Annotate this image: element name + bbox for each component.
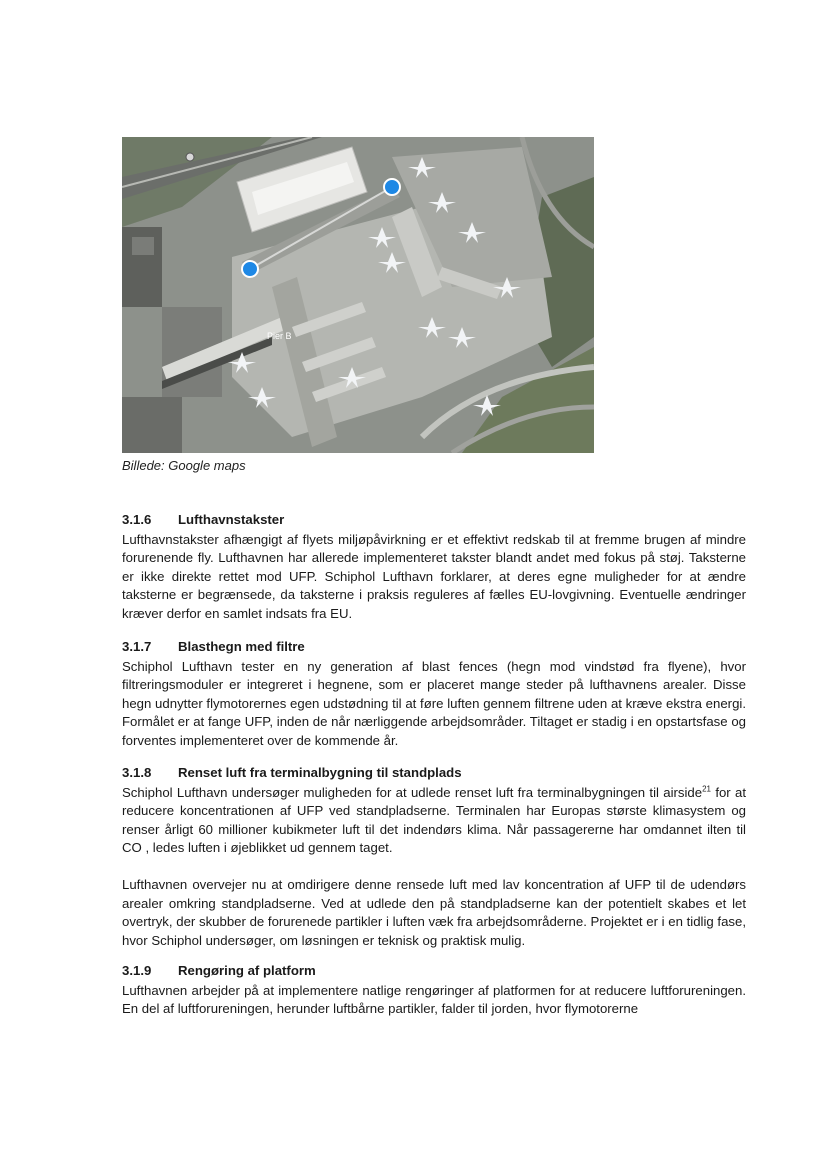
figure-caption: Billede: Google maps [122, 458, 246, 473]
footnote-ref[interactable]: 21 [702, 784, 712, 794]
paragraph: Lufthavnstakster afhængigt af flyets miljøpåvirkning er et effektivt redskab til at fremme brugen af mindre forurenende fly. Lufthavnen har allerede implementeret takster blandt andet med fokus på støj. Taksterne er ikke direkte rettet mod UFP. Schiphol Lufthavn forklarer, at deres egne muligheder for at ændre taksterne er begrænsede, da taksterne i praksis reguleres af fælles EU-lovgivning. Eventuelle ændringer kræver derfor en samlet indsats fra EU. [122, 531, 746, 621]
section-title: Rengøring af platform [178, 963, 316, 978]
paragraph: Schiphol Lufthavn tester en ny generation af blast fences (hegn mod vindstød fra flyene), hvor filtreringsmoduler er integreret i hegnene, som er placeret mange steder på lufthavnens arealer. Disse hegn udnytter flymotorernes egen udstødning til at føre luften gennem filtrene uden at kræve ekstra energi. Formålet er at fange UFP, inden de når nærliggende arbejdsområder. Tiltaget er stadig i en opstartsfase og forventes implementeret over de kommende år. [122, 658, 746, 748]
section-heading [122, 962, 746, 981]
section-number: 3.1.9 [122, 963, 152, 978]
section-title: Blasthegn med filtre [178, 639, 305, 654]
paragraph-continuation: for at reducere koncentrationen af UFP ved standpladserne. Terminalen har Europas største klimasystem og renser årligt 60 millioner kubikmeter luft til det indendørs klima. Når passagererne har omdannet ilten til CO , ledes luften i øjeblikket ud gennem taget. [122, 784, 746, 856]
route-start-marker[interactable] [242, 261, 258, 277]
route-end-marker[interactable] [384, 179, 400, 195]
section-3-1-6 [122, 511, 746, 624]
section-3-1-7 [122, 638, 746, 751]
section-number: 3.1.8 [122, 765, 152, 780]
paragraph-text: Schiphol Lufthavn undersøger muligheden for at udlede renset luft fra terminalbygningen til airside [122, 784, 703, 800]
section-number: 3.1.7 [122, 639, 152, 654]
map-pin-icon [186, 153, 194, 161]
section-title: Lufthavnstakster [178, 512, 285, 527]
pier-label: Pier B [267, 331, 292, 341]
section-number: 3.1.6 [122, 512, 152, 527]
section-heading [122, 511, 746, 530]
paragraph: Lufthavnen overvejer nu at omdirigere denne rensede luft med lav koncentration af UFP til de udendørs arealer omkring standpladserne. Ved at udlede den på standpladserne kan der potentielt skabes et let overtryk, der skubber de forurenede partikler i luften væk fra arbejdsområderne. Projektet er i en tidlig fase, hvor Schiphol undersøger, om løsningen er teknisk og praktisk mulig. [122, 876, 746, 948]
satellite-map-image [122, 137, 594, 453]
section-3-1-9 [122, 962, 746, 1019]
section-3-1-8 [122, 764, 746, 950]
section-heading [122, 638, 746, 657]
section-heading [122, 764, 746, 783]
paragraph: Lufthavnen arbejder på at implementere natlige rengøringer af platformen for at reducere luftforureningen. En del af luftforureningen, herunder luftbårne partikler, falder til jorden, hvor flymotorerne [122, 982, 746, 1017]
paragraph [122, 784, 746, 858]
section-title: Renset luft fra terminalbygning til standplads [178, 765, 462, 780]
